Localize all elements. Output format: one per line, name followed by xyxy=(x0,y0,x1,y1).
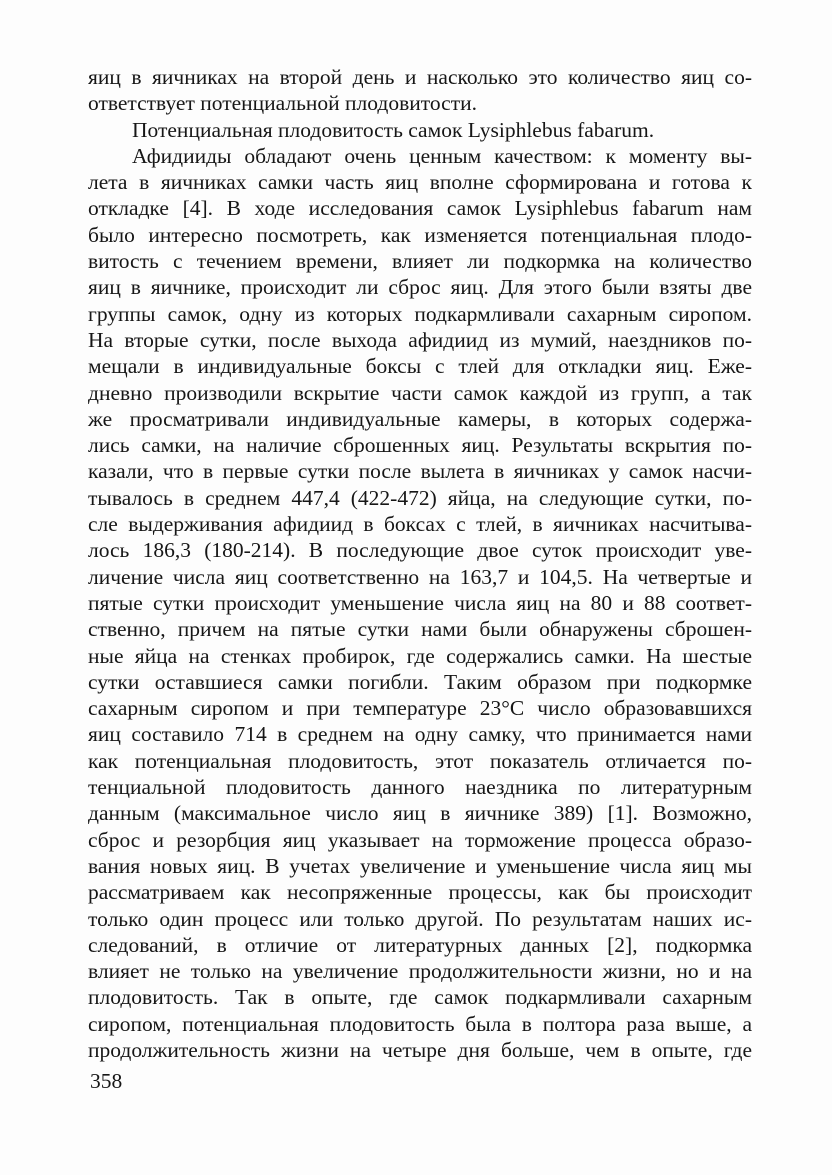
text-line: ответствует потенциальной плодовитости. xyxy=(88,91,477,116)
text-line: личение числа яиц соответственно на 163,7 и 104,5. На четвертые и xyxy=(88,564,752,589)
text-line: вания новых яиц. В учетах увеличение и уменьшение числа яиц мы xyxy=(88,853,752,878)
text-line: данным (максимальное число яиц в яичнике 389) [1]. Возможно, xyxy=(88,801,752,826)
text-line: сахарным сиропом и при температуре 23°С число образовавшихся xyxy=(88,696,752,721)
text-line: пятые сутки происходит уменьшение числа яиц на 80 и 88 соответ- xyxy=(88,590,752,615)
text-line: следований, в отличие от литературных данных [2], подкормка xyxy=(88,932,752,957)
section-heading: Потенциальная плодовитость самок Lysiphlebus fabarum. xyxy=(132,117,655,142)
text-line: как потенциальная плодовитость, этот показатель отличается по- xyxy=(88,748,752,773)
text-line: группы самок, одну из которых подкармливали сахарным сиропом. xyxy=(88,301,752,326)
body-text xyxy=(88,64,752,1063)
text-line: казали, что в первые сутки после вылета в яичниках у самок насчи- xyxy=(88,459,752,484)
text-line: лись самки, на наличие сброшенных яиц. Результаты вскрытия по- xyxy=(88,433,752,458)
text-line: влияет не только на увеличение продолжительности жизни, но и на xyxy=(88,959,752,984)
text-line: дневно производили вскрытие части самок каждой из групп, а так xyxy=(88,380,752,405)
text-line: продолжительность жизни на четыре дня больше, чем в опыте, где xyxy=(88,1037,752,1062)
text-line: только один процесс или только другой. По результатам наших ис- xyxy=(88,906,752,931)
text-line: тенциальной плодовитость данного наездника по литературным xyxy=(88,775,752,800)
text-line: ные яйца на стенках пробирок, где содержались самки. На шестые xyxy=(88,643,752,668)
text-line: сброс и резорбция яиц указывает на торможение процесса образо- xyxy=(88,827,752,852)
text-line: На вторые сутки, после выхода афидиид из мумий, наездников по- xyxy=(88,327,752,352)
text-line: яиц в яичнике, происходит ли сброс яиц. Для этого были взяты две xyxy=(88,275,752,300)
text-line: рассматриваем как несопряженные процессы, как бы происходит xyxy=(88,880,752,905)
text-line: яиц составило 714 в среднем на одну самку, что принимается нами xyxy=(88,722,752,747)
text-line: лета в яичниках самки часть яиц вполне сформирована и готова к xyxy=(88,170,752,195)
text-line: сле выдерживания афидиид в боксах с тлей, в яичниках насчитыва- xyxy=(88,512,752,537)
text-line: плодовитость. Так в опыте, где самок подкармливали сахарным xyxy=(88,985,752,1010)
text-line: тывалось в среднем 447,4 (422-472) яйца, на следующие сутки, по- xyxy=(88,485,752,510)
page-number: 358 xyxy=(90,1069,123,1093)
text-line: Афидииды обладают очень ценным качеством: к моменту вы- xyxy=(132,143,752,168)
text-line: сутки оставшиеся самки погибли. Таким образом при подкормке xyxy=(88,669,752,694)
text-line: яиц в яичниках на второй день и насколько это количество яиц со- xyxy=(88,65,752,89)
text-line: витость с течением времени, влияет ли подкормка на количество xyxy=(88,249,752,274)
text-line: же просматривали индивидуальные камеры, в которых содержа- xyxy=(88,406,752,431)
text-line: ственно, причем на пятые сутки нами были обнаружены сброшен- xyxy=(88,617,752,642)
text-line: лось 186,3 (180-214). В последующие двое суток происходит уве- xyxy=(88,538,752,563)
text-line: откладке [4]. В ходе исследования самок Lysiphlebus fabarum нам xyxy=(88,196,752,221)
text-line: мещали в индивидуальные боксы с тлей для откладки яиц. Еже- xyxy=(88,354,752,379)
text-line: сиропом, потенциальная плодовитость была в полтора раза выше, а xyxy=(88,1011,752,1036)
text-line: было интересно посмотреть, как изменяется потенциальная плодо- xyxy=(88,222,752,247)
